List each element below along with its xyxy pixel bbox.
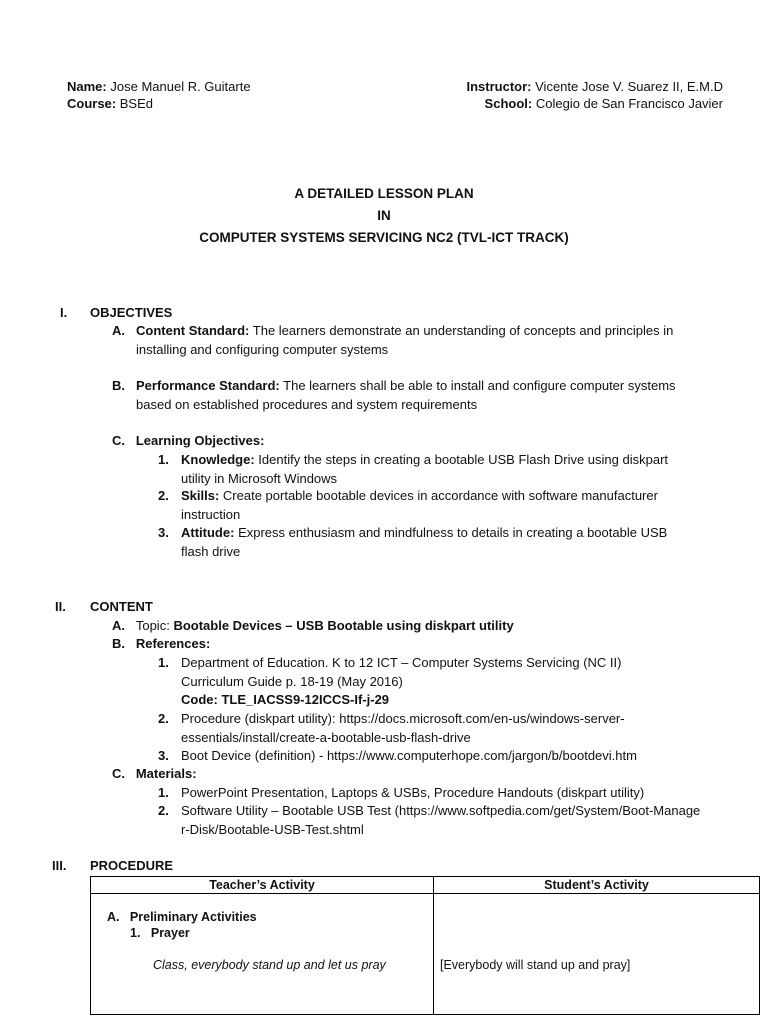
materials-label: Materials: — [135, 766, 197, 781]
course-line — [67, 95, 153, 113]
reference-item-1 — [158, 654, 668, 710]
learning-objectives — [112, 432, 264, 450]
prayer-num: 1. — [130, 926, 141, 940]
content-standard-text: The learners demonstrate an understanding of concepts and principles in installing and configuring computer systems — [136, 323, 674, 357]
school-label: School: — [484, 96, 533, 111]
material-text: PowerPoint Presentation, Laptops & USBs, Procedure Handouts (diskpart utility) — [181, 785, 645, 800]
reference-code: Code: TLE_IACSS9-12ICCS-If-j-29 — [181, 692, 390, 707]
material-num: 2. — [158, 803, 169, 818]
title-line-1: A DETAILED LESSON PLAN — [294, 186, 474, 201]
instructor-value: Vicente Jose V. Suarez II, E.M.D — [535, 79, 723, 94]
school-value: Colegio de San Francisco Javier — [535, 96, 723, 111]
procedure-numeral: III. — [52, 858, 67, 873]
prayer-item — [130, 924, 190, 942]
objective-item-knowledge — [158, 451, 698, 488]
procedure-table — [90, 876, 760, 1015]
objective-item-label: Skills: — [181, 488, 220, 503]
references-label: References: — [135, 636, 211, 651]
reference-num: 2. — [158, 711, 169, 726]
performance-standard-label: Performance Standard: — [136, 378, 280, 393]
objective-item-text: Express enthusiasm and mindfulness to details in creating a bootable USB flash drive — [181, 525, 668, 559]
reference-item-3 — [158, 747, 718, 766]
material-text: Software Utility – Bootable USB Test (https://www.softpedia.com/get/System/Boot-Manager-Disk/Bootable-USB-Test.shtml — [181, 803, 701, 837]
name-value: Jose Manuel R. Guitarte — [110, 79, 251, 94]
instructor-label: Instructor: — [466, 79, 532, 94]
table-row — [91, 894, 760, 1015]
reference-text: Department of Education. K to 12 ICT – Computer Systems Servicing (NC II) Curriculum Guide p. 18-19 (May 2016) — [181, 655, 622, 689]
reference-text: Boot Device (definition) - https://www.computerhope.com/jargon/b/bootdevi.htm — [181, 748, 637, 763]
student-line: [Everybody will stand up and pray] — [440, 958, 631, 972]
content-standard — [112, 322, 712, 359]
objectives-numeral: I. — [60, 305, 68, 320]
student-activity-header: Student’s Activity — [434, 877, 760, 894]
course-value: BSEd — [119, 96, 153, 111]
content-standard-letter: A. — [112, 323, 125, 338]
references-letter: B. — [112, 636, 125, 651]
prayer-label: Prayer — [150, 926, 190, 940]
content-numeral: II. — [55, 599, 66, 614]
objective-item-label: Knowledge: — [181, 452, 255, 467]
preliminary-letter: A. — [107, 910, 120, 924]
teacher-activity-header: Teacher’s Activity — [91, 877, 434, 894]
learning-objectives-letter: C. — [112, 433, 125, 448]
name-label: Name: — [67, 79, 107, 94]
objective-item-num: 1. — [158, 452, 169, 467]
objective-item-skills — [158, 487, 698, 524]
learning-objectives-label: Learning Objectives: — [135, 433, 265, 448]
school-line — [485, 95, 723, 113]
performance-standard — [112, 377, 712, 414]
topic-text: Bootable Devices – USB Bootable using diskpart utility — [173, 618, 514, 633]
objective-item-text: Create portable bootable devices in accordance with software manufacturer instruction — [181, 488, 658, 522]
title-line-2: IN — [377, 208, 391, 223]
performance-standard-letter: B. — [112, 378, 125, 393]
teacher-line: Class, everybody stand up and let us pray — [153, 958, 386, 972]
materials-letter: C. — [112, 766, 125, 781]
procedure-heading: PROCEDURE — [90, 858, 174, 873]
procedure-table-header — [91, 877, 760, 894]
material-item-2 — [158, 802, 703, 839]
preliminary-label: Preliminary Activities — [129, 910, 257, 924]
objective-item-num: 2. — [158, 488, 169, 503]
objective-item-attitude — [158, 524, 698, 561]
objective-item-text: Identify the steps in creating a bootable USB Flash Drive using diskpart utility in Microsoft Windows — [181, 452, 669, 486]
name-line — [67, 78, 251, 96]
student-activity-cell — [434, 894, 760, 1015]
performance-standard-text: The learners shall be able to install and configure computer systems based on established procedures and system requirements — [136, 378, 676, 412]
course-label: Course: — [67, 96, 117, 111]
reference-text: Procedure (diskpart utility): https://docs.microsoft.com/en-us/windows-server-essentials/install/create-a-bootable-usb-flash-drive — [181, 711, 625, 745]
teacher-activity-cell — [91, 894, 434, 1015]
references-line — [112, 635, 210, 653]
title-line-3: COMPUTER SYSTEMS SERVICING NC2 (TVL-ICT TRACK) — [199, 230, 569, 245]
content-standard-label: Content Standard: — [136, 323, 250, 338]
reference-item-2 — [158, 710, 698, 747]
material-num: 1. — [158, 785, 169, 800]
materials-line — [112, 765, 197, 783]
reference-num: 1. — [158, 655, 169, 670]
content-heading: CONTENT — [90, 599, 153, 614]
objectives-heading: OBJECTIVES — [90, 305, 173, 320]
topic-letter: A. — [112, 618, 125, 633]
topic-label: Topic: — [135, 618, 170, 633]
topic-line — [112, 617, 514, 635]
objective-item-label: Attitude: — [181, 525, 235, 540]
material-item-1 — [158, 784, 718, 803]
objective-item-num: 3. — [158, 525, 169, 540]
instructor-line — [467, 78, 724, 96]
reference-num: 3. — [158, 748, 169, 763]
